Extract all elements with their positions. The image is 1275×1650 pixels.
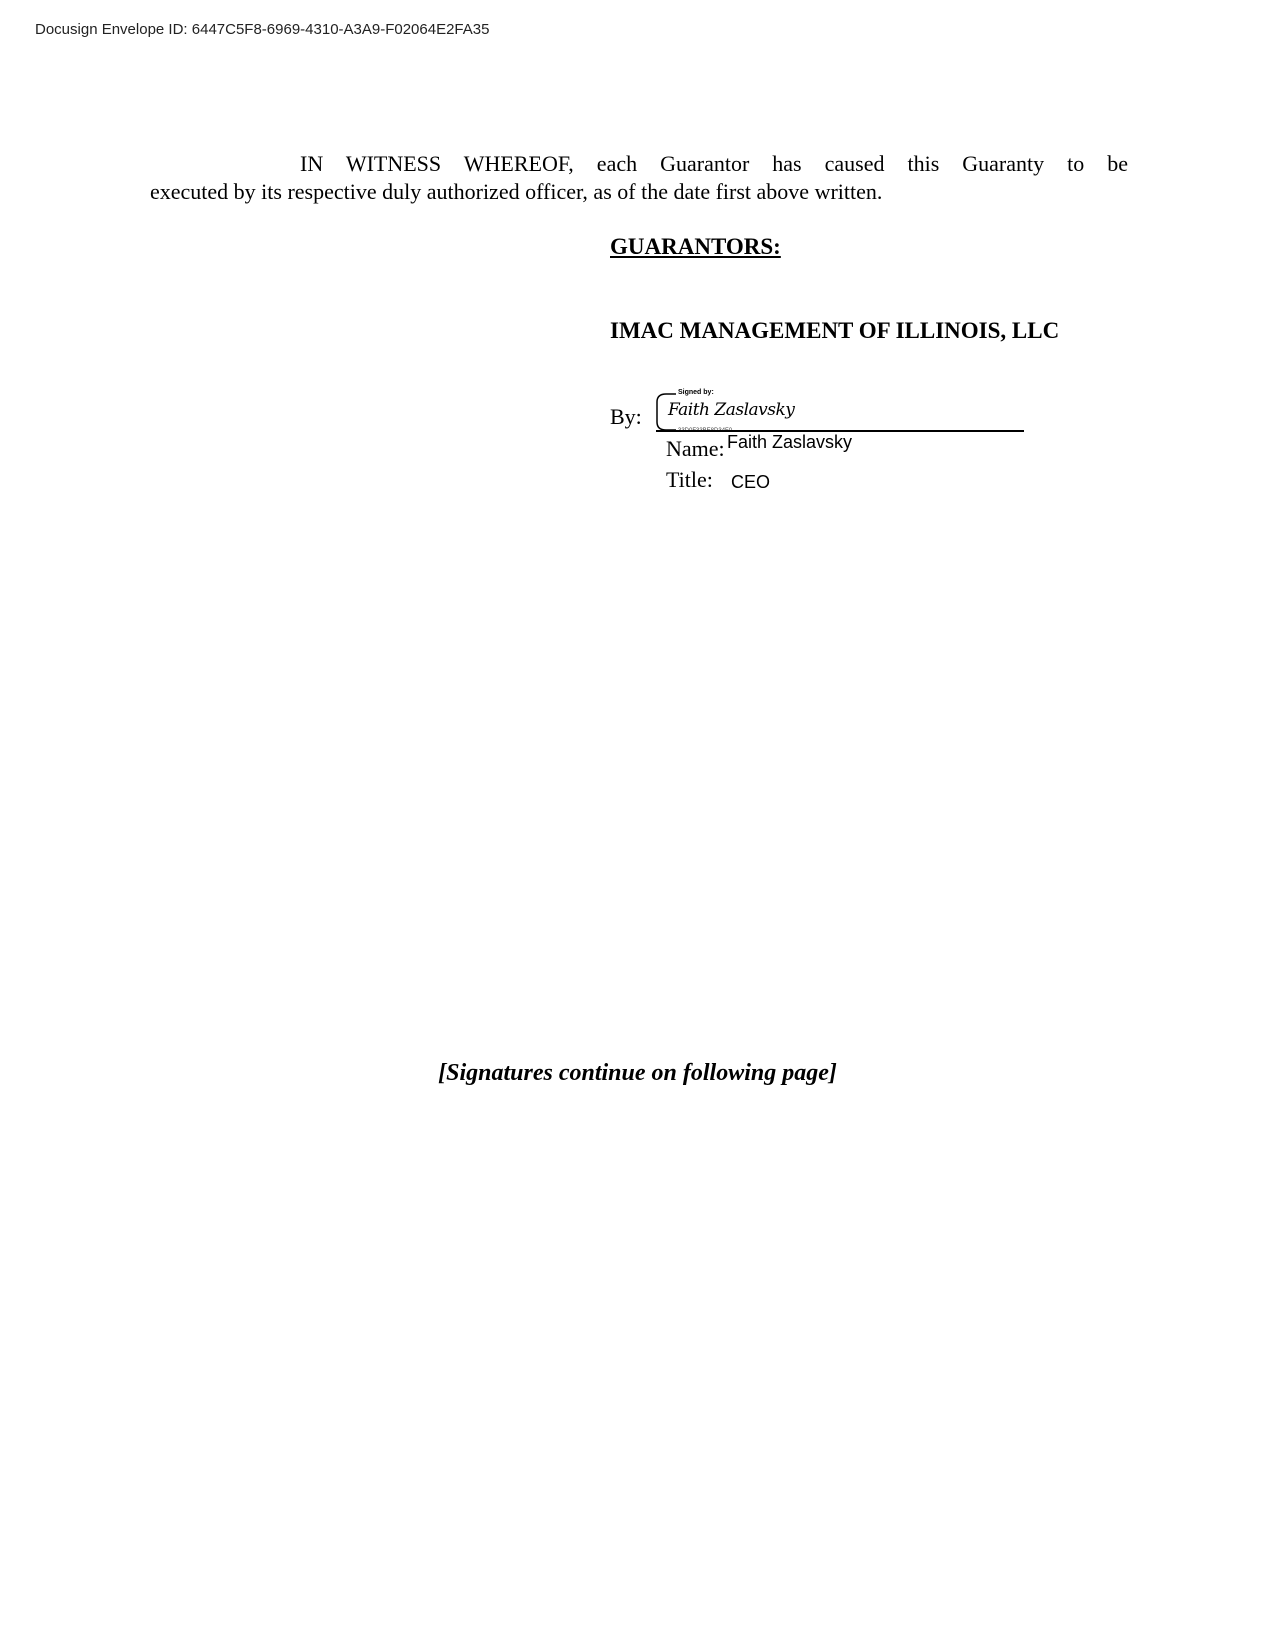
company-name: IMAC MANAGEMENT OF ILLINOIS, LLC — [610, 318, 1060, 343]
signed-by-label: Signed by: — [678, 389, 714, 396]
handwritten-signature: Faith Zaslavsky — [668, 400, 795, 420]
name-label: Name: — [666, 436, 725, 461]
witness-line-2: executed by its respective duly authorized officer, as of the date first above written. — [150, 179, 883, 204]
title-label: Title: — [666, 467, 713, 492]
by-label: By: — [610, 404, 642, 429]
continuation-note: [Signatures continue on following page] — [438, 1060, 837, 1086]
envelope-id: Docusign Envelope ID: 6447C5F8-6969-4310-A3A9-F02064E2FA35 — [35, 21, 490, 38]
title-value: CEO — [731, 472, 771, 492]
guarantors-heading: GUARANTORS: — [610, 234, 781, 259]
name-value: Faith Zaslavsky — [727, 432, 853, 452]
signature-id: 33D0F33BE8D34F0... — [678, 428, 738, 434]
witness-line-1: IN WITNESS WHEREOF, each Guarantor has caused this Guaranty to be — [300, 151, 1128, 176]
witness-paragraph — [150, 150, 1128, 206]
